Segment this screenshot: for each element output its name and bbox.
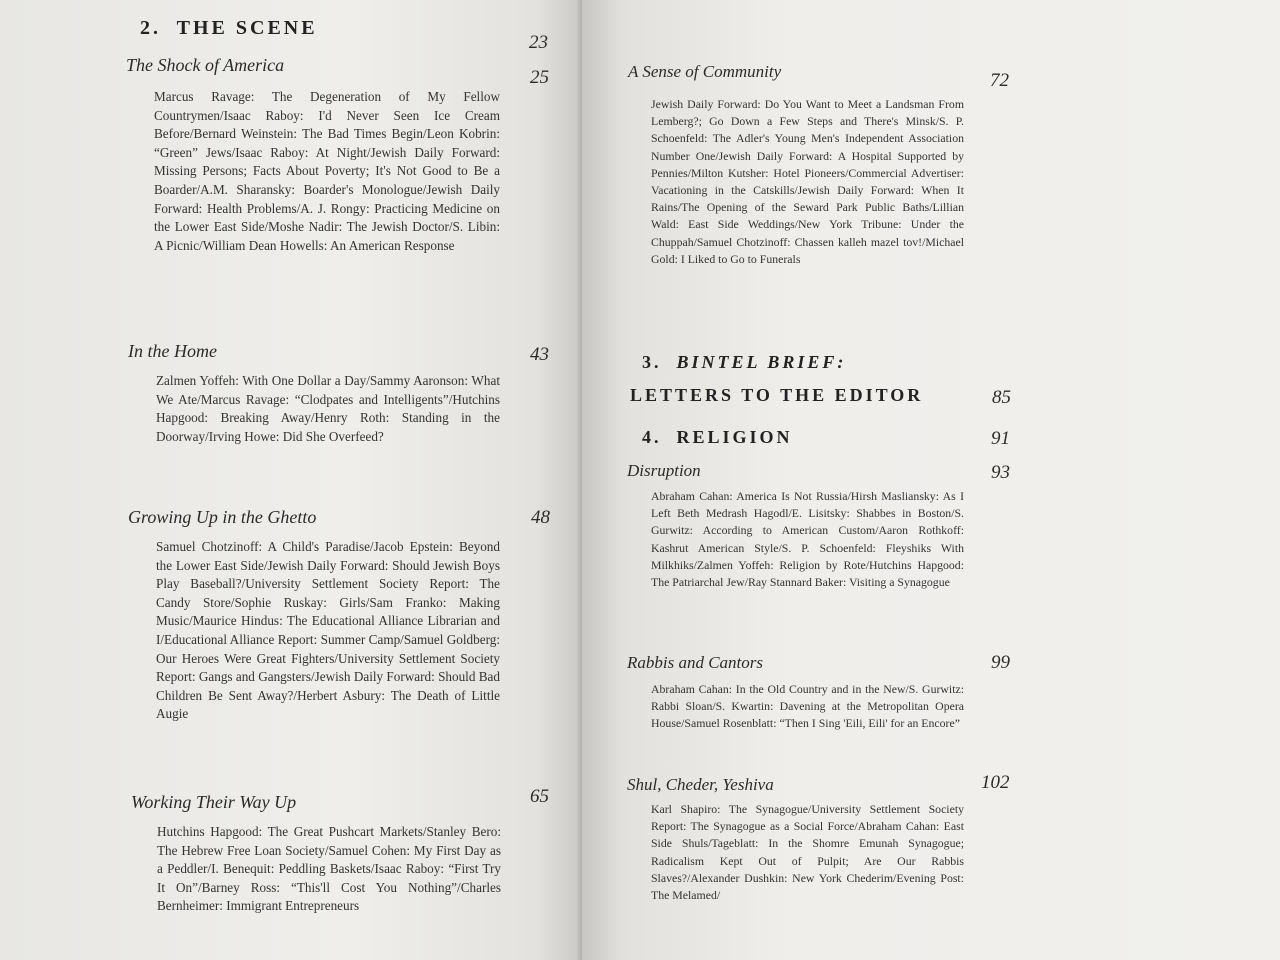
section-page: 48 — [531, 507, 550, 528]
section-entries: Hutchins Hapgood: The Great Pushcart Markets/Stanley Bero: The Hebrew Free Loan Society/Samuel Cohen: My First Day as a Peddler/I. Benequit: Peddling Baskets/Isaac Raboy: “First Try It On”/Barney Ross: “This'll Cost You Nothing”/Charles Bernheimer: Immigrant Entrepreneurs — [157, 824, 501, 914]
left-page — [0, 0, 582, 960]
section-page: 93 — [991, 462, 1010, 483]
chapter-4-title: RELIGION — [676, 427, 793, 447]
section-title: In the Home — [128, 341, 217, 361]
section-title: Working Their Way Up — [131, 792, 297, 812]
right-page — [582, 0, 1280, 960]
section-title: Shul, Cheder, Yeshiva — [627, 775, 774, 794]
chapter-4-number: 4. — [642, 427, 662, 447]
chapter-2-title: THE SCENE — [176, 17, 318, 39]
section-title: Disruption — [627, 461, 701, 480]
chapter-2-page: 23 — [529, 32, 548, 53]
section-entries: Zalmen Yoffeh: With One Dollar a Day/Sammy Aaronson: What We Ate/Marcus Ravage: “Clodpates and Intelligents”/Hutchins Hapgood: Breaking Away/Henry Roth: Standing in the Doorway/Irving Howe: Did She Overfeed? — [156, 373, 500, 444]
section-title: A Sense of Community — [628, 62, 782, 81]
section-page: 102 — [981, 772, 1010, 793]
section-title: The Shock of America — [126, 55, 285, 75]
chapter-3-title-line1: BINTEL BRIEF: — [676, 352, 847, 372]
section-page: 99 — [991, 652, 1010, 673]
section-title: Rabbis and Cantors — [627, 653, 764, 672]
chapter-2-number: 2. — [140, 17, 161, 39]
section-entries: Marcus Ravage: The Degeneration of My Fellow Countrymen/Isaac Raboy: I'd Never Seen Ice Cream Before/Bernard Weinstein: The Bad Times Begin/Leon Kobrin: “Green” Jews/Isaac Raboy: At Night/Jewish Daily Forward: Missing Persons; Facts About Poverty; It's Not Good to Be a Boarder/A.M. Sharansky: Boarder's Monologue/Jewish Daily Forward: Health Problems/A. J. Rongy: Practicing Medicine on the Lower East Side/Moshe Nadir: The Jewish Doctor/S. Libin: A Picnic/William Dean Howells: An American Response — [154, 89, 500, 253]
section-entries: Samuel Chotzinoff: A Child's Paradise/Jacob Epstein: Beyond the Lower East Side/Jewish Daily Forward: Should Jewish Boys Play Baseball?/University Settlement Society Report: The Candy Store/Sophie Ruskay: Girls/Sam Franko: Making Music/Maurice Hindus: The Educational Alliance Librarian and I/Educational Alliance Report: Summer Camp/Samuel Goldberg: Our Heroes Were Great Fighters/University Settlement Society Report: Gangs and Gangsters/Jewish Daily Forward: Should Bad Children Be Sent Away?/Herbert Asbury: The Death of Little Augie — [156, 539, 500, 722]
chapter-3-heading — [642, 352, 846, 373]
chapter-3-number: 3. — [642, 352, 662, 372]
chapter-4-page: 91 — [991, 428, 1010, 449]
section-entries: Karl Shapiro: The Synagogue/University Settlement Society Report: The Synagogue as a Social Force/Abraham Cahan: East Side Shuls/Tageblatt: In the Shomre Emunah Synagogue; Radicalism Kept Out of Pulpit; Are Our Rabbis Slaves?/Alexander Dushkin: New York Chederim/Evening Post: The Melamed/ — [651, 802, 964, 903]
chapter-3-title-line2: LETTERS TO THE EDITOR — [630, 385, 924, 405]
section-page: 25 — [530, 67, 549, 88]
section-page: 43 — [530, 344, 549, 365]
section-title: Growing Up in the Ghetto — [128, 507, 317, 527]
chapter-2-heading — [140, 17, 318, 40]
section-page: 72 — [990, 70, 1009, 91]
section-entries: Abraham Cahan: America Is Not Russia/Hirsh Masliansky: As I Left Beth Medrash Hagodl/E. Lisitsky: Shabbes in Boston/S. Gurwitz: According to American Custom/Aaron Rothkoff: Kashrut American Style/S. P. Schoenfeld: Fleyshiks With Milkhiks/Zalmen Yoffeh: Religion by Rote/Hutchins Hapgood: The Patriarchal Jew/Ray Stannard Baker: Visiting a Synagogue — [651, 489, 964, 590]
chapter-4-heading — [642, 427, 793, 448]
section-page: 65 — [530, 786, 549, 807]
section-entries: Jewish Daily Forward: Do You Want to Meet a Landsman From Lemberg?; Go Down a Few Steps and There's Minsk/S. P. Schoenfeld: The Adler's Young Men's Independent Association Number One/Jewish Daily Forward: A Hospital Supported by Pennies/Milton Kutsher: Hotel Pioneers/Commercial Advertiser: Vacationing in the Catskills/Jewish Daily Forward: When It Rains/The Opening of the Seward Park Public Baths/Lillian Wald: East Side Weddings/New York Tribune: Under the Chuppah/Samuel Chotzinoff: Chassen kalleh mazel tov!/Michael Gold: I Liked to Go to Funerals — [651, 97, 964, 266]
chapter-3-page: 85 — [992, 387, 1011, 408]
section-entries: Abraham Cahan: In the Old Country and in the New/S. Gurwitz: Rabbi Sloan/S. Kwartin: Davening at the Metropolitan Opera House/Samuel Rosenblatt: “Then I Sing 'Eili, Eili' for an Encore” — [651, 682, 964, 731]
